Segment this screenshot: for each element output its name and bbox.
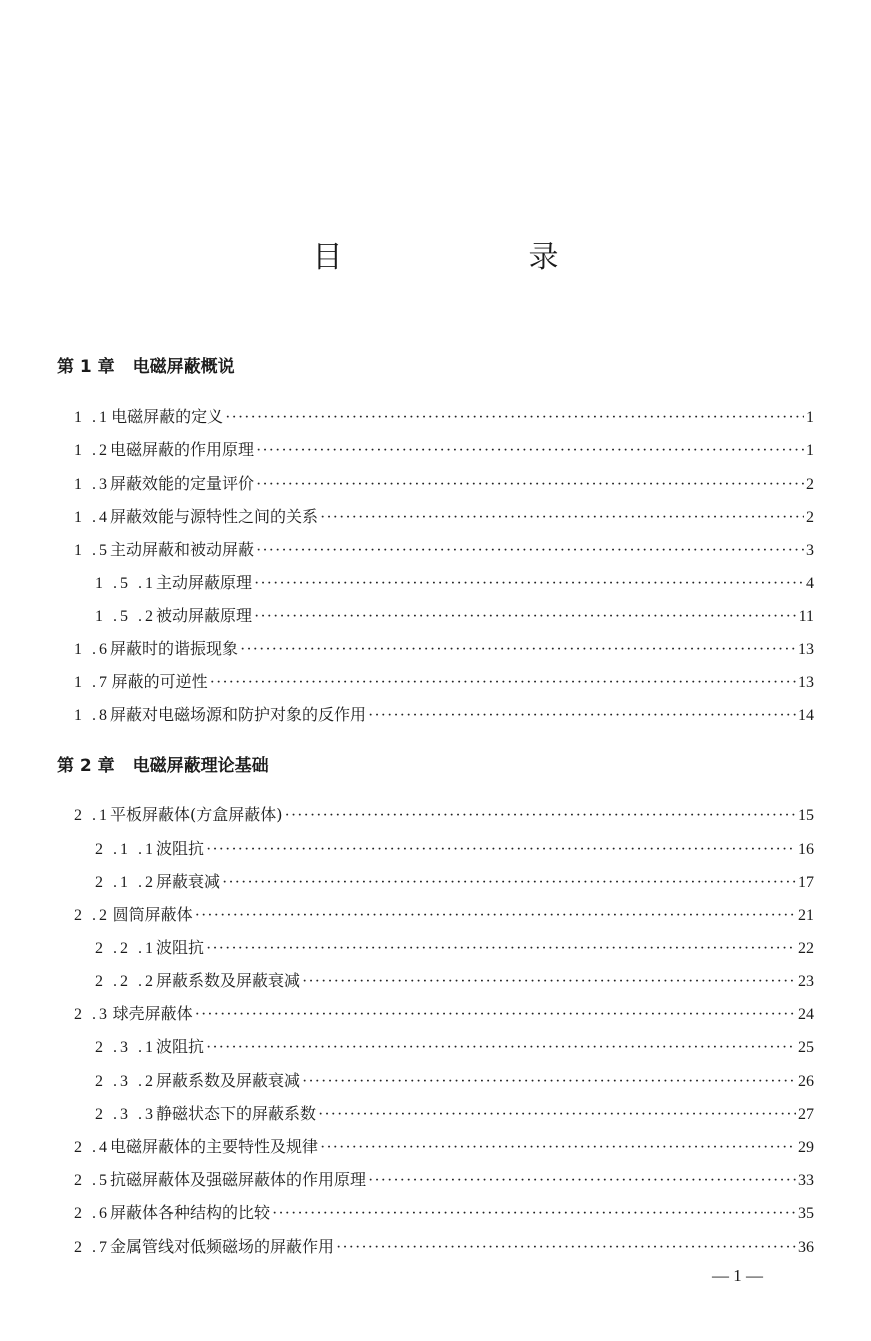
section-title: 屏蔽系数及屏蔽衰减 xyxy=(156,1071,301,1090)
dot-leader xyxy=(254,605,797,629)
section-title: 被动屏蔽原理 xyxy=(156,606,253,625)
page-number: 16 xyxy=(798,841,814,858)
toc-entry[interactable] xyxy=(74,703,814,727)
section-title: 主动屏蔽和被动屏蔽 xyxy=(110,540,255,559)
page-number: 1 xyxy=(806,409,814,426)
toc-entry[interactable] xyxy=(74,637,814,661)
section-number: 1 .5 xyxy=(74,542,110,559)
section-title: 抗磁屏蔽体及强磁屏蔽体的作用原理 xyxy=(110,1170,367,1189)
page-number: 22 xyxy=(798,940,814,957)
chapter-label: 第 1 章 xyxy=(57,357,115,377)
page-number: 13 xyxy=(798,674,814,691)
section-number: 2 .3 .2 xyxy=(95,1073,156,1090)
toc-entry[interactable] xyxy=(95,870,814,894)
toc-entry[interactable] xyxy=(74,438,814,462)
toc-entry[interactable] xyxy=(95,604,814,628)
toc-entry[interactable] xyxy=(74,472,814,496)
section-title: 平板屏蔽体(方盒屏蔽体) xyxy=(110,805,283,824)
dot-leader xyxy=(225,406,804,430)
toc-entry[interactable] xyxy=(95,1035,814,1059)
dot-leader xyxy=(336,1236,796,1260)
dot-leader xyxy=(222,871,796,895)
dot-leader xyxy=(195,904,796,928)
section-number: 1 .3 xyxy=(74,476,110,493)
section-number: 1 .5 .2 xyxy=(95,608,156,625)
dot-leader xyxy=(272,1202,796,1226)
dot-leader xyxy=(302,1070,796,1094)
dot-leader xyxy=(210,671,796,695)
section-title: 屏蔽时的谐振现象 xyxy=(110,639,239,658)
toc-entry[interactable] xyxy=(95,936,814,960)
section-number: 2 .1 .1 xyxy=(95,841,156,858)
dot-leader xyxy=(254,572,804,596)
section-title: 主动屏蔽原理 xyxy=(156,573,253,592)
section-number: 1 .4 xyxy=(74,509,110,526)
dot-leader xyxy=(368,1169,796,1193)
dot-leader xyxy=(206,1036,796,1060)
section-title: 电磁屏蔽体的主要特性及规律 xyxy=(110,1137,319,1156)
dot-leader xyxy=(256,439,804,463)
toc-entry[interactable] xyxy=(95,571,814,595)
section-title: 电磁屏蔽的作用原理 xyxy=(110,440,255,459)
page-number: 36 xyxy=(798,1239,814,1256)
section-number: 2 .3 .1 xyxy=(95,1039,156,1056)
section-number: 2 .4 xyxy=(74,1139,110,1156)
section-title: 屏蔽效能的定量评价 xyxy=(110,474,255,493)
section-number: 2 .1 xyxy=(74,807,110,824)
page-number: 2 xyxy=(806,476,814,493)
page-number: 33 xyxy=(798,1172,814,1189)
dot-leader xyxy=(302,970,796,994)
dot-leader xyxy=(256,473,804,497)
toc-entry[interactable] xyxy=(74,1135,814,1159)
section-title: 金属管线对低频磁场的屏蔽作用 xyxy=(110,1237,335,1256)
toc-entry[interactable] xyxy=(74,1201,814,1225)
dot-leader xyxy=(256,539,804,563)
dot-leader xyxy=(318,1103,796,1127)
dot-leader xyxy=(240,638,796,662)
toc-entry[interactable] xyxy=(74,803,814,827)
page-number: 15 xyxy=(798,807,814,824)
page-number: 21 xyxy=(798,907,814,924)
chapter-title: 电磁屏蔽理论基础 xyxy=(132,756,269,776)
toc-entry[interactable] xyxy=(95,1069,814,1093)
section-number: 1 .2 xyxy=(74,442,110,459)
dot-leader xyxy=(368,704,796,728)
section-title: 屏蔽衰减 xyxy=(156,872,221,891)
toc-entry[interactable] xyxy=(74,1235,814,1259)
toc-entry[interactable] xyxy=(95,969,814,993)
section-title: 圆筒屏蔽体 xyxy=(112,905,193,924)
section-title: 电磁屏蔽的定义 xyxy=(111,407,224,426)
section-number: 2 .3 .3 xyxy=(95,1106,156,1123)
toc-entry[interactable] xyxy=(74,903,814,927)
page-number: 14 xyxy=(798,707,814,724)
toc-entry[interactable] xyxy=(95,837,814,861)
chapter-heading-1[interactable] xyxy=(57,356,235,378)
section-title: 波阻抗 xyxy=(156,938,205,957)
page-number: 27 xyxy=(798,1106,814,1123)
section-title: 屏蔽系数及屏蔽衰减 xyxy=(156,971,301,990)
section-number: 2 .6 xyxy=(74,1205,110,1222)
section-number: 1 .8 xyxy=(74,707,110,724)
page-number: 11 xyxy=(798,608,814,625)
section-number: 1 .1 xyxy=(74,409,110,426)
page-number: 17 xyxy=(798,874,814,891)
section-number: 2 .5 xyxy=(74,1172,110,1189)
chapter-label: 第 2 章 xyxy=(57,756,115,776)
dot-leader xyxy=(206,937,796,961)
toc-entry[interactable] xyxy=(74,505,814,529)
section-number: 1 .6 xyxy=(74,641,110,658)
page-number: 13 xyxy=(798,641,814,658)
dot-leader xyxy=(320,506,804,530)
page-number: 2 xyxy=(806,509,814,526)
toc-entry[interactable] xyxy=(74,1002,814,1026)
section-title: 屏蔽体各种结构的比较 xyxy=(110,1203,271,1222)
section-title: 屏蔽的可逆性 xyxy=(111,672,208,691)
section-number: 2 .3 xyxy=(74,1006,110,1023)
chapter-title: 电磁屏蔽概说 xyxy=(132,357,235,377)
section-number: 2 .2 xyxy=(74,907,110,924)
page-number: 4 xyxy=(806,575,814,592)
page-title: 目 录 xyxy=(312,240,637,275)
dot-leader xyxy=(195,1003,796,1027)
toc-entry[interactable] xyxy=(95,1102,814,1126)
section-number: 2 .1 .2 xyxy=(95,874,156,891)
section-title: 屏蔽对电磁场源和防护对象的反作用 xyxy=(110,705,367,724)
section-number: 1 .5 .1 xyxy=(95,575,156,592)
dot-leader xyxy=(285,804,797,828)
page-footer: — 1 — xyxy=(712,1266,763,1285)
toc-entry[interactable] xyxy=(74,538,814,562)
section-title: 波阻抗 xyxy=(156,839,205,858)
toc-entry[interactable] xyxy=(74,405,814,429)
dot-leader xyxy=(320,1136,796,1160)
section-number: 2 .2 .2 xyxy=(95,973,156,990)
page-number: 1 xyxy=(806,442,814,459)
section-number: 2 .2 .1 xyxy=(95,940,156,957)
chapter-heading-2[interactable] xyxy=(57,755,269,777)
section-number: 2 .7 xyxy=(74,1239,110,1256)
page-number: 26 xyxy=(798,1073,814,1090)
dot-leader xyxy=(206,838,796,862)
page-number: 29 xyxy=(798,1139,814,1156)
page-number: 24 xyxy=(798,1006,814,1023)
section-title: 屏蔽效能与源特性之间的关系 xyxy=(110,507,319,526)
page-number: 25 xyxy=(798,1039,814,1056)
section-title: 波阻抗 xyxy=(156,1037,205,1056)
page-number: 3 xyxy=(806,542,814,559)
section-title: 静磁状态下的屏蔽系数 xyxy=(156,1104,317,1123)
section-title: 球壳屏蔽体 xyxy=(112,1004,193,1023)
page-number: 23 xyxy=(798,973,814,990)
section-number: 1 .7 xyxy=(74,674,110,691)
toc-entry[interactable] xyxy=(74,670,814,694)
toc-entry[interactable] xyxy=(74,1168,814,1192)
page-number: 35 xyxy=(798,1205,814,1222)
